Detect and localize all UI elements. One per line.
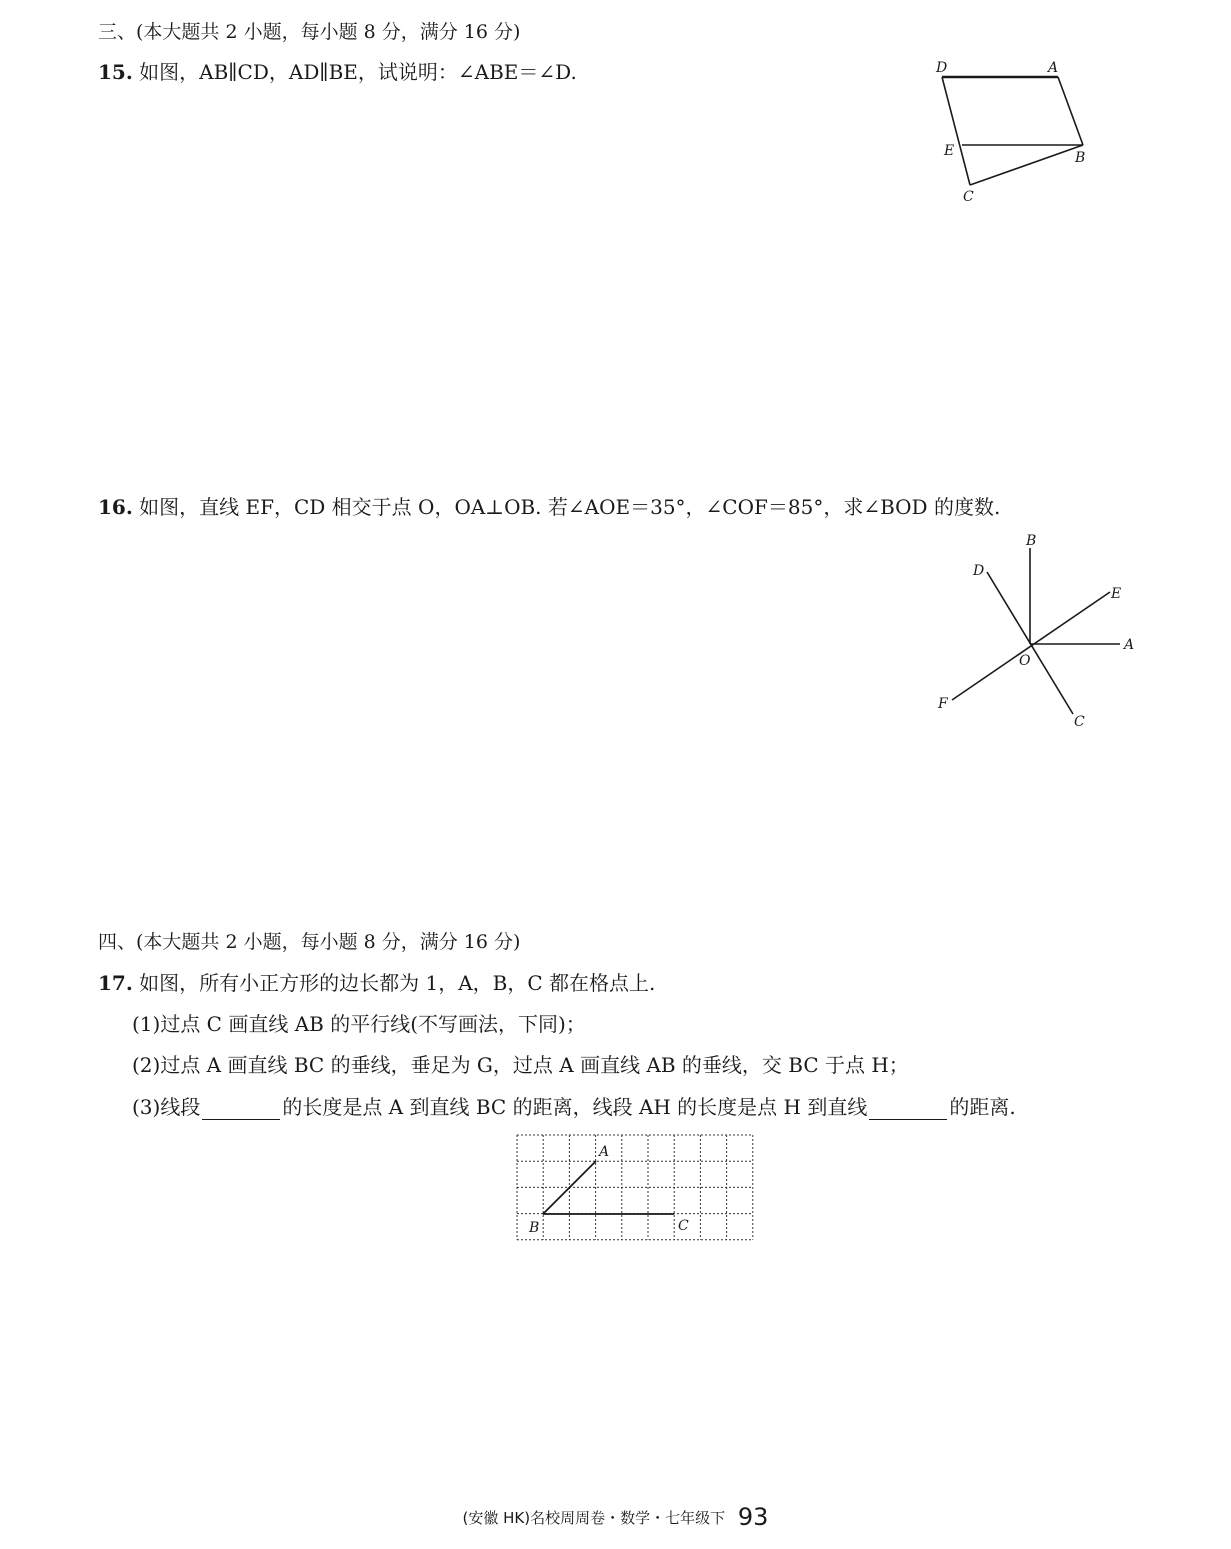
question-16-text: 如图，直线 EF，CD 相交于点 O，OA⊥OB. 若∠AOE＝35°，∠COF＝85°，求∠BOD 的度数. — [139, 495, 1001, 519]
label-e: E — [1111, 586, 1122, 602]
question-16-number: 16. — [98, 495, 133, 519]
line-ef — [952, 592, 1110, 700]
label-b: B — [1026, 533, 1037, 549]
label-o: O — [1019, 653, 1031, 669]
label-a: A — [599, 1144, 610, 1160]
label-d: D — [936, 60, 948, 76]
label-e: E — [944, 143, 955, 159]
part-3-prefix: (3)线段 — [132, 1095, 201, 1119]
page-number: 93 — [737, 1503, 769, 1531]
label-b: B — [529, 1220, 540, 1236]
question-17-part-1: (1)过点 C 画直线 AB 的平行线(不写画法，下同)； — [132, 1012, 586, 1036]
question-15-text: 如图，AB∥CD，AD∥BE，试说明：∠ABE＝∠D. — [139, 60, 577, 84]
label-d: D — [973, 563, 985, 579]
question-15-figure — [930, 55, 1100, 210]
question-17-part-3 — [132, 1094, 1016, 1120]
segment-cb — [970, 145, 1086, 185]
label-c: C — [1074, 714, 1085, 730]
answer-blank-2[interactable] — [869, 1099, 947, 1120]
question-15-number: 15. — [98, 60, 133, 84]
label-a: A — [1124, 637, 1135, 653]
question-16 — [98, 494, 1000, 520]
question-16-figure — [930, 530, 1145, 735]
question-17-number: 17. — [98, 971, 133, 995]
label-f: F — [938, 696, 948, 712]
segment-dc — [942, 77, 970, 185]
section-4-heading: 四、(本大题共 2 小题，每小题 8 分，满分 16 分) — [98, 931, 521, 953]
label-b: B — [1075, 150, 1086, 166]
label-c: C — [963, 189, 974, 205]
part-3-middle: 的长度是点 A 到直线 BC 的距离，线段 AH 的长度是点 H 到直线 — [282, 1095, 868, 1119]
question-17-text: 如图，所有小正方形的边长都为 1，A，B，C 都在格点上. — [139, 971, 656, 995]
part-3-suffix: 的距离. — [949, 1095, 1016, 1119]
question-17-part-2: (2)过点 A 画直线 BC 的垂线，垂足为 G，过点 A 画直线 AB 的垂线，交 BC 于点 H； — [132, 1053, 909, 1077]
page-footer — [0, 1503, 1231, 1531]
segment-ab — [1058, 77, 1083, 145]
question-15 — [98, 59, 577, 85]
question-17-grid-figure — [516, 1134, 756, 1244]
dotted-grid — [517, 1135, 753, 1240]
footer-text: (安徽 HK)名校周周卷・数学・七年级下 — [462, 1509, 726, 1527]
question-17 — [98, 970, 655, 996]
answer-blank-1[interactable] — [202, 1099, 280, 1120]
label-a: A — [1048, 60, 1059, 76]
label-c: C — [678, 1218, 689, 1234]
section-3-heading: 三、(本大题共 2 小题，每小题 8 分，满分 16 分) — [98, 21, 521, 43]
